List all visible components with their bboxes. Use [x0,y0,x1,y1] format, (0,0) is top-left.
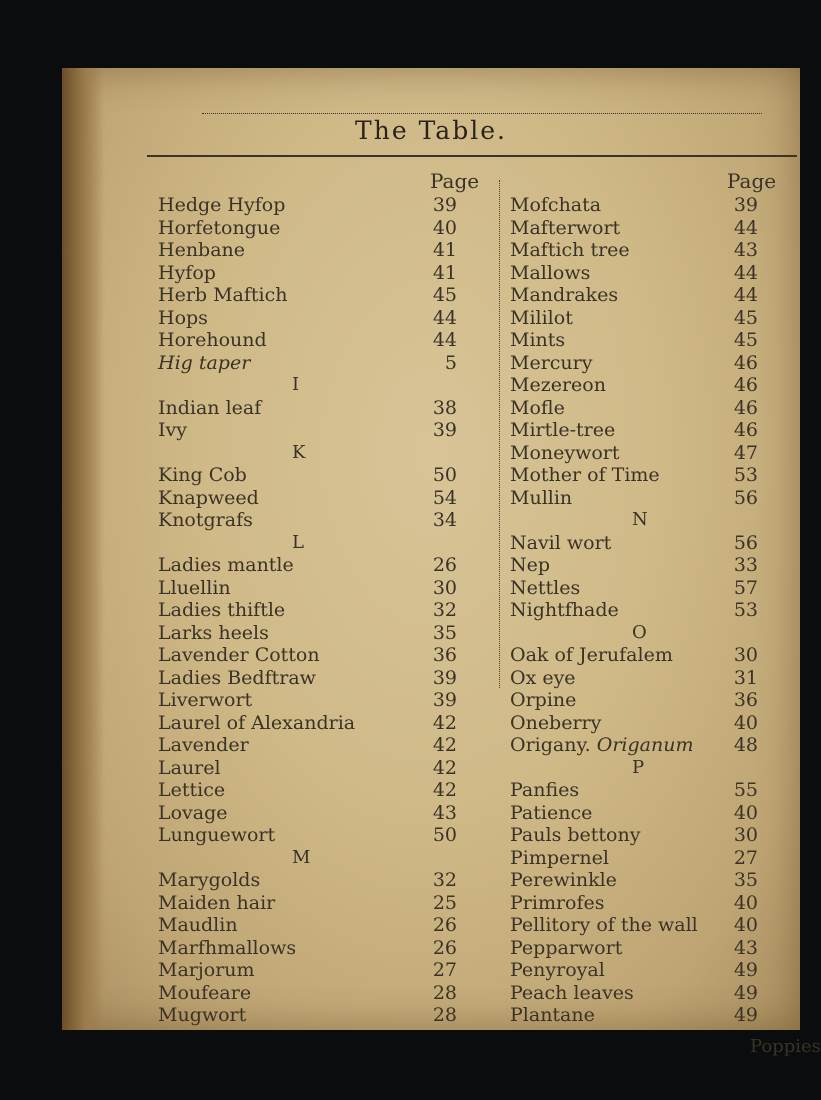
entry-name [510,736,693,755]
entry-name [158,331,267,350]
entry-name [510,891,605,914]
entry-name [158,486,259,509]
entry-name-text: Mafterwort [510,216,621,239]
entry-name-text: Maftich tree [510,239,630,261]
entry-name-text: Nep [510,554,551,576]
entry-name-text: Pimpernel [510,846,609,869]
entry-page-number: 34 [432,509,457,531]
entry-name-text: Marjorum [158,959,255,981]
entry-name-text: Henbane [158,239,246,261]
entry-page-number: 36 [432,644,457,666]
entry-name [158,396,262,419]
column-divider [499,180,500,688]
entry-name-text: Mullin [510,486,573,509]
entry-name [158,466,247,485]
entry-page-number: 45 [733,329,758,351]
entry-name [510,396,565,419]
section-letter: N [632,509,648,530]
entry-name [510,601,619,620]
entry-name [158,646,320,665]
entry-name [158,936,297,959]
book-page [62,68,821,1057]
entry-page-number: 28 [432,981,457,1004]
entry-page-number: 38 [432,396,457,419]
entry-page-number: 39 [432,419,457,441]
entry-name-text: Ladies thiftle [158,599,286,621]
entry-name-text: Hig taper [158,351,251,374]
entry-page-number: 35 [733,869,758,891]
entry-name-text: Marfhmallows [158,936,297,959]
entry-name [510,241,630,260]
entry-page-number: 32 [432,599,457,621]
entry-name-text: Knotgrafs [158,509,253,531]
entry-name [158,891,276,914]
entry-name-text: Mofchata [510,194,602,216]
entry-page-number: 46 [733,419,758,441]
entry-name [510,846,609,869]
entry-name-text: Liverwort [158,689,253,711]
entry-page-number: 5 [444,351,457,374]
entry-page-number: 44 [432,306,457,329]
entry-page-number: 42 [432,756,457,779]
entry-name [158,241,245,260]
entry-name [158,961,255,980]
entry-name-text: Lovage [158,801,228,824]
entry-page-number: 26 [432,554,457,576]
entry-name [510,531,612,554]
entry-page-number: 28 [432,1004,457,1026]
section-letter: P [632,756,645,778]
entry-name [158,556,294,575]
entry-name [510,216,621,239]
entry-name-text: Larks heels [158,621,269,644]
section-letter: I [292,374,300,395]
entry-name-text: Marygolds [158,869,261,891]
entry-name-text: Pauls bettony [510,824,641,846]
entry-name [510,871,617,890]
section-letter: O [632,621,647,643]
entry-name-text: Maudlin [158,914,238,936]
entry-name [510,466,660,485]
entry-page-number: 50 [432,464,457,486]
entry-page-number: 30 [432,576,457,599]
entry-page-number: 36 [733,689,758,711]
entry-page-number: 42 [432,711,457,734]
entry-name-text: Mandrakes [510,284,619,306]
entry-page-number: 41 [432,261,457,284]
entry-page-number: 40 [733,914,758,936]
entry-page-number: 42 [432,779,457,801]
entry-page-number: 49 [733,1004,758,1026]
title-rule [147,155,797,157]
entry-name [510,936,623,959]
entry-name-text: Ivy [158,419,187,441]
entry-name [510,286,618,305]
entry-name-text: Penyroyal [510,959,605,981]
entry-name-text: Laurel of Alexandria [158,711,356,734]
entry-page-number: 47 [733,441,758,464]
entry-page-number: 40 [733,711,758,734]
entry-name-text: Lavender [158,734,249,756]
entry-page-number: 40 [432,216,457,239]
entry-name-latin: Origanum [596,734,694,756]
entry-page-number: 49 [733,959,758,981]
entry-page-number: 49 [733,981,758,1004]
entry-name-text: Ox eye [510,666,576,689]
entry-name [158,871,260,890]
entry-name [158,351,251,374]
entry-page-number: 50 [432,824,457,846]
entry-page-number: 46 [733,351,758,374]
entry-name-text: Mugwort [158,1004,247,1026]
entry-page-number: 44 [733,216,758,239]
entry-page-number: 53 [733,599,758,621]
entry-name [510,441,620,464]
entry-page-number: 56 [733,486,758,509]
entry-name [158,601,285,620]
entry-page-number: 26 [432,936,457,959]
entry-page-number: 31 [733,666,758,689]
entry-name [158,756,221,779]
entry-name-text: Primrofes [510,891,605,914]
entry-page-number: 27 [432,959,457,981]
entry-name-text: Mililot [510,306,573,329]
entry-name [510,646,673,665]
entry-name [158,801,228,824]
entry-name-text: Origany. [510,734,591,756]
entry-name-text: Hedge Hyfop [158,194,286,216]
entry-name-text: Mallows [510,261,591,284]
entry-name-text: Lettice [158,779,226,801]
entry-name-text: Nettles [510,576,581,599]
entry-name-text: Orpine [510,689,577,711]
entry-name-text: Plantane [510,1004,595,1026]
entry-name [510,351,593,374]
entry-name-text: Mother of Time [510,464,660,486]
entry-name-text: King Cob [158,464,247,486]
entry-name-text: Hyfop [158,261,216,284]
entry-name [158,691,252,710]
entry-page-number: 43 [733,239,758,261]
entry-page-number: 30 [733,644,758,666]
entry-page-number: 26 [432,914,457,936]
entry-name-text: Hops [158,306,208,329]
top-rule [202,113,762,114]
entry-page-number: 46 [733,374,758,396]
entry-name [510,331,565,350]
entry-name-text: Horfetongue [158,216,281,239]
entry-name-text: Lluellin [158,576,231,599]
entry-page-number: 43 [432,801,457,824]
entry-name [510,826,640,845]
entry-name [510,421,615,440]
entry-name-text: Pepparwort [510,936,623,959]
entry-name [158,736,249,755]
entry-name-text: Pellitory of the wall [510,914,698,936]
entry-name [158,666,316,689]
right-page-header: Page [727,169,777,193]
entry-name [510,711,602,734]
entry-name [158,576,231,599]
entry-name-text: Patience [510,801,593,824]
entry-name [510,781,579,800]
entry-name [510,556,550,575]
entry-page-number: 55 [733,779,758,801]
section-letter: K [292,441,306,463]
entry-name-text: Horehound [158,329,267,351]
entry-name-text: Herb Maftich [158,284,288,306]
entry-name [158,216,281,239]
entry-name [158,196,285,215]
entry-name-text: Laurel [158,756,221,779]
entry-name [158,781,225,800]
entry-name [158,826,275,845]
entry-page-number: 25 [432,891,457,914]
entry-name-text: Peach leaves [510,981,634,1004]
entry-name [510,376,606,395]
entry-name-text: Navil wort [510,531,612,554]
entry-name [510,666,576,689]
entry-name-text: Nightfhade [510,599,619,621]
entry-name [510,196,601,215]
entry-name [510,576,581,599]
entry-page-number: 46 [733,396,758,419]
entry-page-number: 39 [733,194,758,216]
entry-page-number: 39 [432,194,457,216]
entry-page-number: 40 [733,891,758,914]
entry-name-text: Knapweed [158,486,259,509]
entry-name [158,421,187,440]
entry-name-text: Indian leaf [158,396,262,419]
entry-name [158,1006,246,1025]
entry-name-text: Maiden hair [158,891,276,914]
entry-name [158,981,252,1004]
entry-page-number: 30 [733,824,758,846]
page-gutter [62,68,104,1030]
entry-page-number: 39 [432,666,457,689]
entry-page-number: 33 [733,554,758,576]
entry-page-number: 27 [733,846,758,869]
entry-page-number: 54 [432,486,457,509]
entry-page-number: 43 [733,936,758,959]
entry-name [510,981,634,1004]
left-page-header: Page [430,169,480,193]
entry-name [510,261,591,284]
entry-page-number: 44 [733,284,758,306]
entry-page-number: 44 [733,261,758,284]
entry-name-text: Perewinkle [510,869,617,891]
entry-name [510,306,573,329]
entry-page-number: 42 [432,734,457,756]
entry-name-text: Mirtle-tree [510,419,616,441]
entry-name [510,486,573,509]
entry-name [158,916,238,935]
entry-page-number: 39 [432,689,457,711]
entry-page-number: 35 [432,621,457,644]
entry-name-text: Ladies Bedftraw [158,666,316,689]
entry-name [158,621,269,644]
entry-page-number: 44 [432,329,457,351]
catchword: Poppies [750,1036,821,1057]
entry-page-number: 32 [432,869,457,891]
entry-name-text: Moufeare [158,981,252,1004]
entry-page-number: 48 [733,734,758,756]
entry-name-text: Lavender Cotton [158,644,320,666]
section-letter: L [292,531,304,553]
entry-name-text: Lunguewort [158,824,276,846]
entry-page-number: 40 [733,801,758,824]
entry-name [158,711,356,734]
entry-name-text: Mezereon [510,374,606,396]
entry-name-text: Panfies [510,779,580,801]
entry-name [510,801,593,824]
entry-page-number: 41 [432,239,457,261]
section-letter: M [292,846,311,868]
entry-name [510,916,698,935]
entry-page-number: 57 [733,576,758,599]
entry-page-number: 45 [733,306,758,329]
entry-name-text: Oneberry [510,711,602,734]
entry-name-text: Moneywort [510,441,620,464]
entry-name [510,691,576,710]
entry-name [158,306,208,329]
entry-name-text: Ladies mantle [158,554,294,576]
entry-name [158,286,288,305]
entry-name-text: Mercury [510,351,593,374]
entry-name-text: Mints [510,329,566,351]
entry-name [510,961,605,980]
entry-name-text: Mofle [510,396,565,419]
entry-name [158,261,216,284]
entry-name [158,511,253,530]
entry-page-number: 56 [733,531,758,554]
entry-name [510,1006,595,1025]
entry-page-number: 45 [432,284,457,306]
page-title: The Table. [355,116,507,145]
entry-page-number: 53 [733,464,758,486]
entry-name-text: Oak of Jerufalem [510,644,673,666]
